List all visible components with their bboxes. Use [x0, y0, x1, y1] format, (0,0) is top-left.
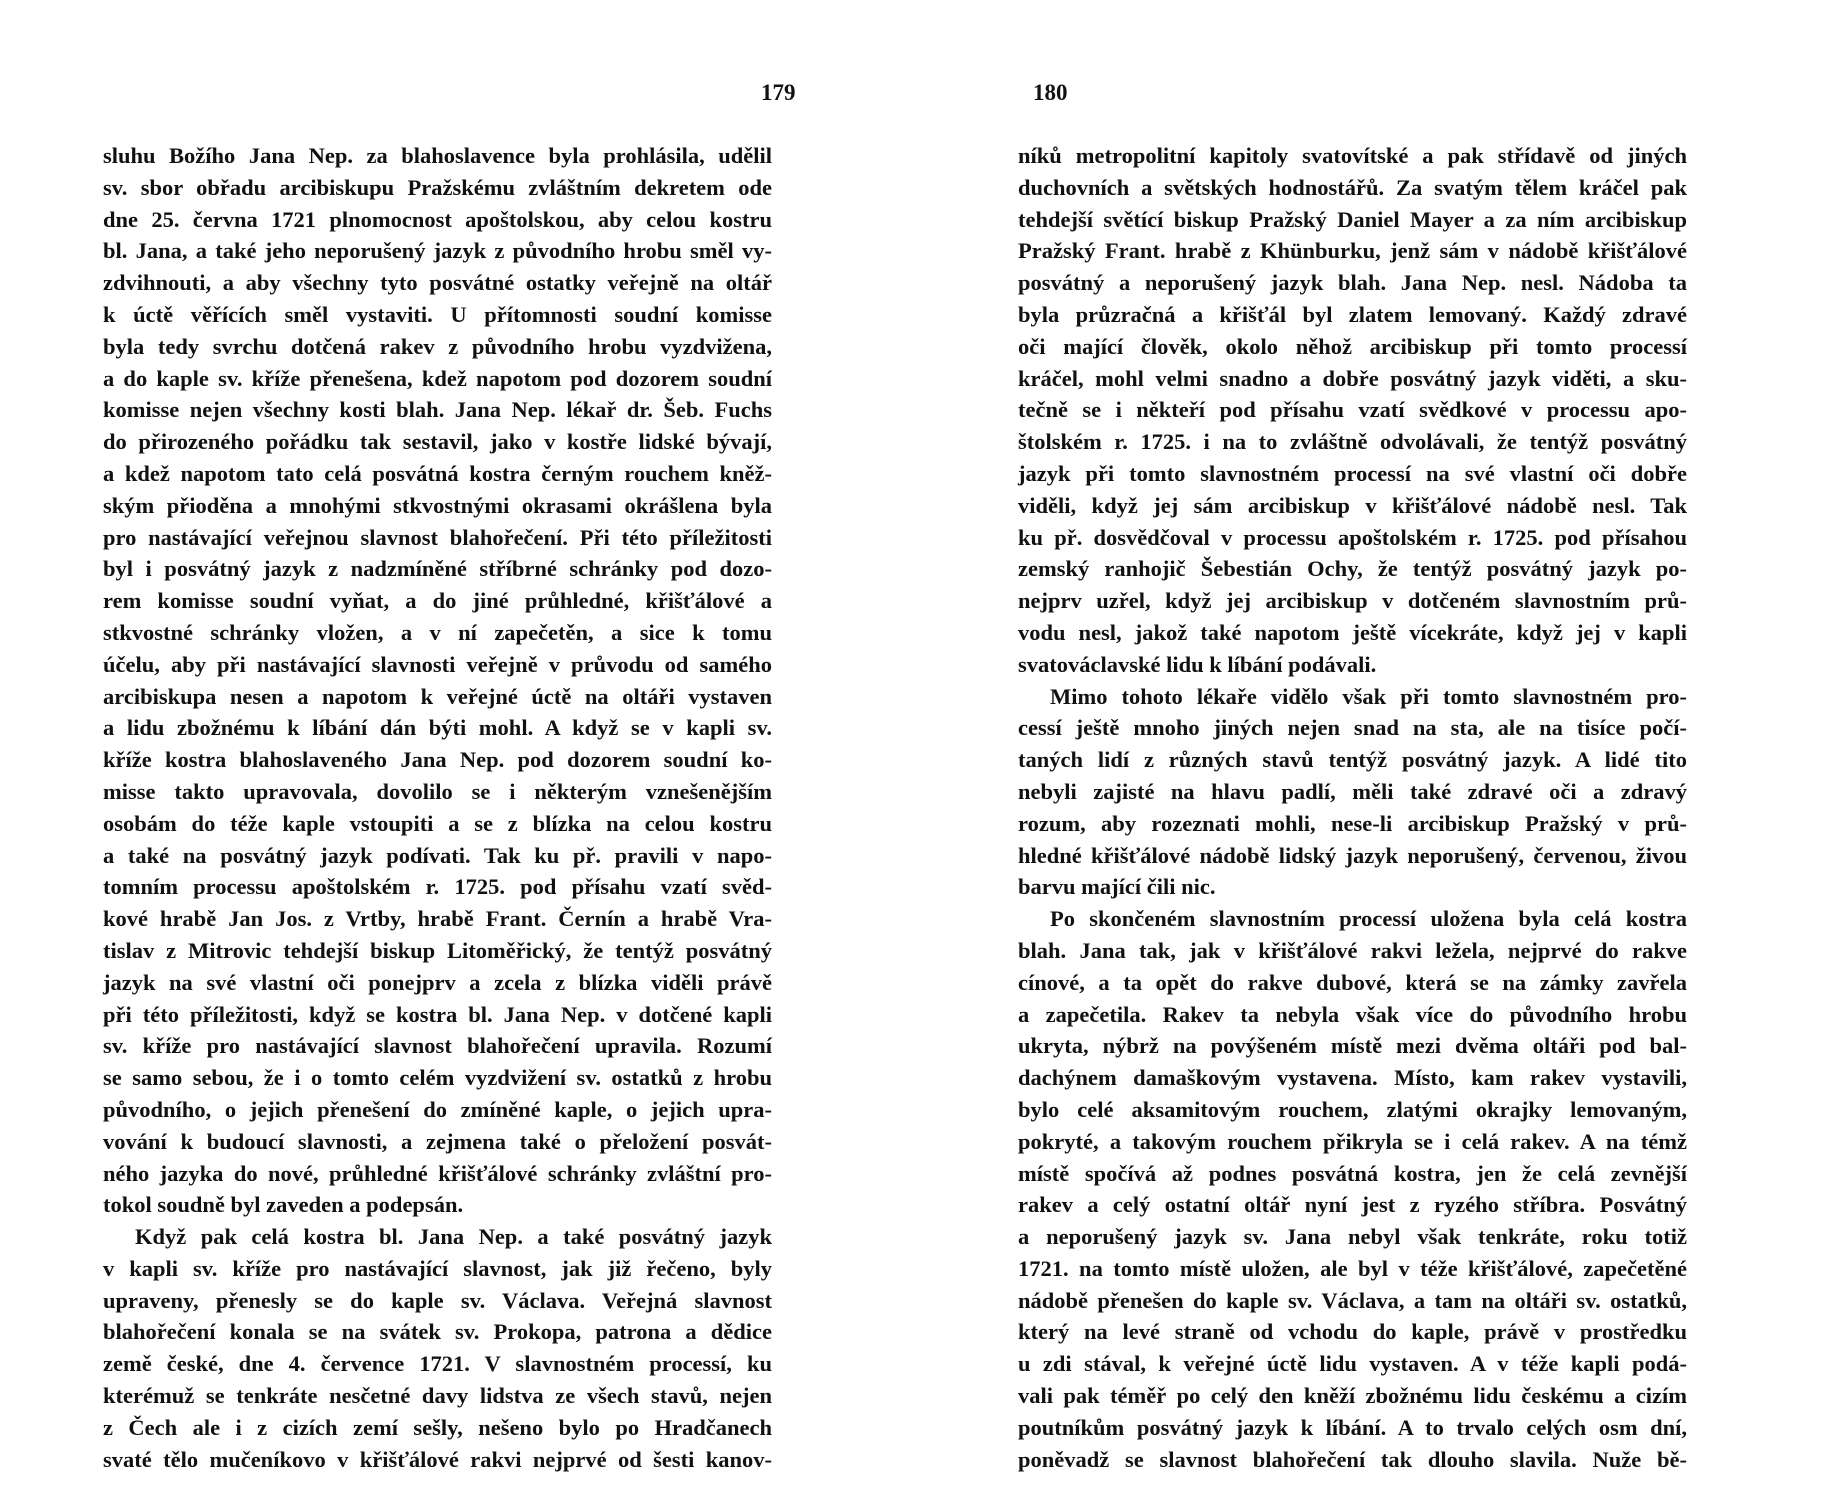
text-line: duchovních a světských hodnostářů. Za svatým tělem kráčel pak	[1018, 174, 1687, 200]
text-line: nebyli zajisté na hlavu padlí, měli také zdravé oči a zdravý	[1018, 778, 1687, 804]
text-line: a také na posvátný jazyk podívati. Tak ku př. pravili v napo-	[103, 842, 772, 868]
text-line: zdvihnouti, a aby všechny tyto posvátné ostatky veřejně na oltář	[103, 270, 772, 296]
text-line: svaté tělo mučeníkovo v křišťálové rakvi nejprvé od šesti kanov-	[103, 1446, 772, 1472]
text-line: jazyk na své vlastní oči ponejprv a zcela z blízka viděli právě	[103, 969, 772, 995]
text-line: místě spočívá až podnes posvátná kostra, jen že celá zevnější	[1018, 1160, 1687, 1186]
text-line: jazyk při tomto slavnostném processí na své vlastní oči dobře	[1018, 460, 1687, 486]
text-line: nejprv uzřel, když jej arcibiskup v dotčeném slavnostním prů-	[1018, 588, 1687, 614]
text-line: a kdež napotom tato celá posvátná kostra černým rouchem kněž-	[103, 460, 772, 486]
text-line: sv. kříže pro nastávající slavnost blahořečení upravila. Rozumí	[103, 1033, 772, 1059]
text-line: kterémuž se tenkráte nesčetné davy lidstva ze všech stavů, nejen	[103, 1383, 772, 1409]
text-line: nádobě přenešen do kaple sv. Václava, a tam na oltáři sv. ostatků,	[1018, 1287, 1687, 1313]
text-line: a lidu zbožnému k líbání dán býti mohl. A když se v kapli sv.	[103, 715, 772, 741]
text-line: byl i posvátný jazyk z nadzmíněné stříbrné schránky pod dozo-	[103, 556, 772, 582]
text-line: tislav z Mitrovic tehdejší biskup Litoměřický, že tentýž posvátný	[103, 937, 772, 963]
text-line: a neporušený jazyk sv. Jana nebyl však tenkráte, roku totiž	[1018, 1224, 1687, 1250]
text-line: upraveny, přenesly se do kaple sv. Václava. Veřejná slavnost	[103, 1287, 772, 1313]
text-line: tokol soudně byl zaveden a podepsán.	[103, 1192, 464, 1218]
text-line: komisse nejen všechny kosti blah. Jana Nep. lékař dr. Šeb. Fuchs	[103, 397, 772, 423]
text-line: do přirozeného pořádku tak sestavil, jako v kostře lidské bývají,	[103, 429, 772, 455]
text-line: byla průzračná a křišťál byl zlatem lemovaný. Každý zdravé	[1018, 301, 1687, 327]
body-text	[103, 140, 772, 1475]
text-line: misse takto upravovala, dovolilo se i některým vznešenějším	[103, 778, 772, 804]
text-line: ukryta, nýbrž na povýšeném místě mezi dvěma oltáři pod bal-	[1018, 1033, 1687, 1059]
text-line: v kapli sv. kříže pro nastávající slavnost, jak již řečeno, byly	[103, 1255, 772, 1281]
text-line: sluhu Božího Jana Nep. za blahoslavence byla prohlásila, udělil	[103, 143, 772, 168]
text-line: Po skončeném slavnostním processí uložena byla celá kostra	[1050, 906, 1687, 932]
text-line: ským přioděna a mnohými stkvostnými okrasami okrášlena byla	[103, 492, 772, 518]
text-line: hledné křišťálové nádobě lidský jazyk neporušený, červenou, živou	[1018, 842, 1687, 868]
text-line: účelu, aby při nastávající slavnosti veřejně v průvodu od samého	[103, 651, 772, 677]
text-line: byla tedy svrchu dotčená rakev z původního hrobu vyzdvižena,	[103, 333, 772, 359]
text-line: ného jazyka do nové, průhledné křišťálové schránky zvláštní pro-	[103, 1160, 772, 1186]
text-line: Když pak celá kostra bl. Jana Nep. a také posvátný jazyk	[135, 1224, 772, 1250]
text-line: vodu nesl, jakož také napotom ještě vícekráte, když jej v kapli	[1018, 619, 1687, 645]
text-line: z Čech ale i z cizích zemí sešly, nešeno bylo po Hradčanech	[103, 1414, 772, 1440]
text-line: vali pak téměř po celý den kněží zbožnému lidu českému a cizím	[1018, 1383, 1687, 1409]
text-line: se samo sebou, že i o tomto celém vyzdvižení sv. ostatků z hrobu	[103, 1065, 772, 1091]
text-line: tečně se i někteří pod přísahu vzatí svědkové v processu apo-	[1018, 397, 1687, 423]
right-page	[921, 0, 1842, 1500]
text-line: a do kaple sv. kříže přenešena, kdež napotom pod dozorem soudní	[103, 365, 772, 391]
text-line: rozum, aby rozeznati mohli, nese-li arcibiskup Pražský v prů-	[1018, 810, 1687, 836]
text-line: zemský ranhojič Šebestián Ochy, že tentýž posvátný jazyk po-	[1018, 556, 1687, 582]
text-line: vování k budoucí slavnosti, a zejmena také o přeložení posvát-	[103, 1128, 772, 1154]
text-line: štolském r. 1725. i na to zvláštně odvolávali, že tentýž posvátný	[1018, 429, 1687, 455]
text-line: osobám do téže kaple vstoupiti a se z blízka na celou kostru	[103, 810, 772, 836]
text-line: pokryté, a takovým rouchem přikryla se i celá rakev. A na témž	[1018, 1128, 1687, 1154]
text-line: sv. sbor obřadu arcibiskupu Pražskému zvláštním dekretem ode	[103, 174, 772, 200]
text-line: svatováclavské lidu k líbání podávali.	[1018, 651, 1377, 677]
text-line: ku př. dosvědčoval v processu apoštolském r. 1725. pod přísahou	[1018, 524, 1687, 550]
text-line: taných lidí z různých stavů tentýž posvátný jazyk. A lidé tito	[1018, 747, 1687, 773]
text-line: dne 25. června 1721 plnomocnost apoštolskou, aby celou kostru	[103, 206, 772, 232]
page-number: 179	[761, 80, 796, 105]
text-line: cínové, a ta opět do rakve dubové, která se na zámky zavřela	[1018, 969, 1687, 995]
text-line: níků metropolitní kapitoly svatovítské a pak střídavě od jiných	[1018, 143, 1687, 168]
text-line: posvátný a neporušený jazyk blah. Jana Nep. nesl. Nádoba ta	[1018, 270, 1687, 296]
text-line: blahořečení konala se na svátek sv. Prokopa, patrona a dědice	[103, 1319, 772, 1345]
text-line: barvu mající čili nic.	[1018, 874, 1216, 900]
page-number: 180	[1033, 80, 1068, 105]
text-line: pro nastávající veřejnou slavnost blahořečení. Při této příležitosti	[103, 524, 772, 550]
text-line: viděli, když jej sám arcibiskup v křišťálové nádobě nesl. Tak	[1018, 492, 1687, 518]
text-line: který na levé straně od vchodu do kaple, právě v prostředku	[1018, 1319, 1687, 1345]
text-line: oči mající člověk, okolo něhož arcibiskup při tomto processí	[1018, 333, 1687, 359]
text-line: stkvostné schránky vložen, a v ní zapečetěn, a sice k tomu	[103, 619, 772, 645]
body-text	[1018, 140, 1687, 1475]
text-line: blah. Jana tak, jak v křišťálové rakvi ležela, nejprvé do rakve	[1018, 937, 1687, 963]
text-line: bl. Jana, a také jeho neporušený jazyk z původního hrobu směl vy-	[103, 238, 772, 264]
text-line: Pražský Frant. hrabě z Khünburku, jenž sám v nádobě křišťálové	[1018, 238, 1687, 264]
text-line: kové hrabě Jan Jos. z Vrtby, hrabě Frant. Černín a hrabě Vra-	[103, 906, 772, 932]
text-line: tehdejší světící biskup Pražský Daniel Mayer a za ním arcibiskup	[1018, 206, 1687, 232]
text-line: původního, o jejich přenešení do zmíněné kaple, o jejich upra-	[103, 1096, 772, 1122]
text-line: kříže kostra blahoslaveného Jana Nep. pod dozorem soudní ko-	[103, 747, 772, 773]
text-line: rem komisse soudní vyňat, a do jiné průhledné, křišťálové a	[103, 588, 772, 614]
text-line: kráčel, mohl velmi snadno a dobře posvátný jazyk viděti, a sku-	[1018, 365, 1687, 391]
text-line: cessí ještě mnoho jiných nejen snad na sta, ale na tisíce počí-	[1018, 715, 1687, 741]
text-line: při této příležitosti, když se kostra bl. Jana Nep. v dotčené kapli	[103, 1001, 772, 1027]
text-line: rakev a celý ostatní oltář nyní jest z ryzého stříbra. Posvátný	[1018, 1192, 1687, 1218]
text-line: u zdi stával, k veřejné úctě lidu vystaven. A v téže kapli podá-	[1018, 1351, 1687, 1377]
text-line: a zapečetila. Rakev ta nebyla však více do původního hrobu	[1018, 1001, 1687, 1027]
text-line: poněvadž se slavnost blahořečení tak dlouho slavila. Nuže bě-	[1018, 1446, 1687, 1472]
text-line: bylo celé aksamitovým rouchem, zlatými okrajky lemovaným,	[1018, 1096, 1687, 1122]
text-line: dachýnem damaškovým vystavena. Místo, kam rakev vystavili,	[1018, 1065, 1687, 1091]
text-line: země české, dne 4. července 1721. V slavnostném processí, ku	[103, 1351, 772, 1377]
text-line: 1721. na tomto místě uložen, ale byl v téže křišťálové, zapečetěné	[1018, 1255, 1687, 1281]
text-line: k úctě věřících směl vystaviti. U přítomnosti soudní komisse	[103, 301, 772, 327]
text-line: tomním processu apoštolském r. 1725. pod přísahu vzatí svěd-	[103, 874, 772, 900]
text-line: Mimo tohoto lékaře vidělo však při tomto slavnostném pro-	[1050, 683, 1687, 709]
text-line: poutníkům posvátný jazyk k líbání. A to trvalo celých osm dní,	[1018, 1414, 1687, 1440]
text-line: arcibiskupa nesen a napotom k veřejné úctě na oltáři vystaven	[103, 683, 772, 709]
